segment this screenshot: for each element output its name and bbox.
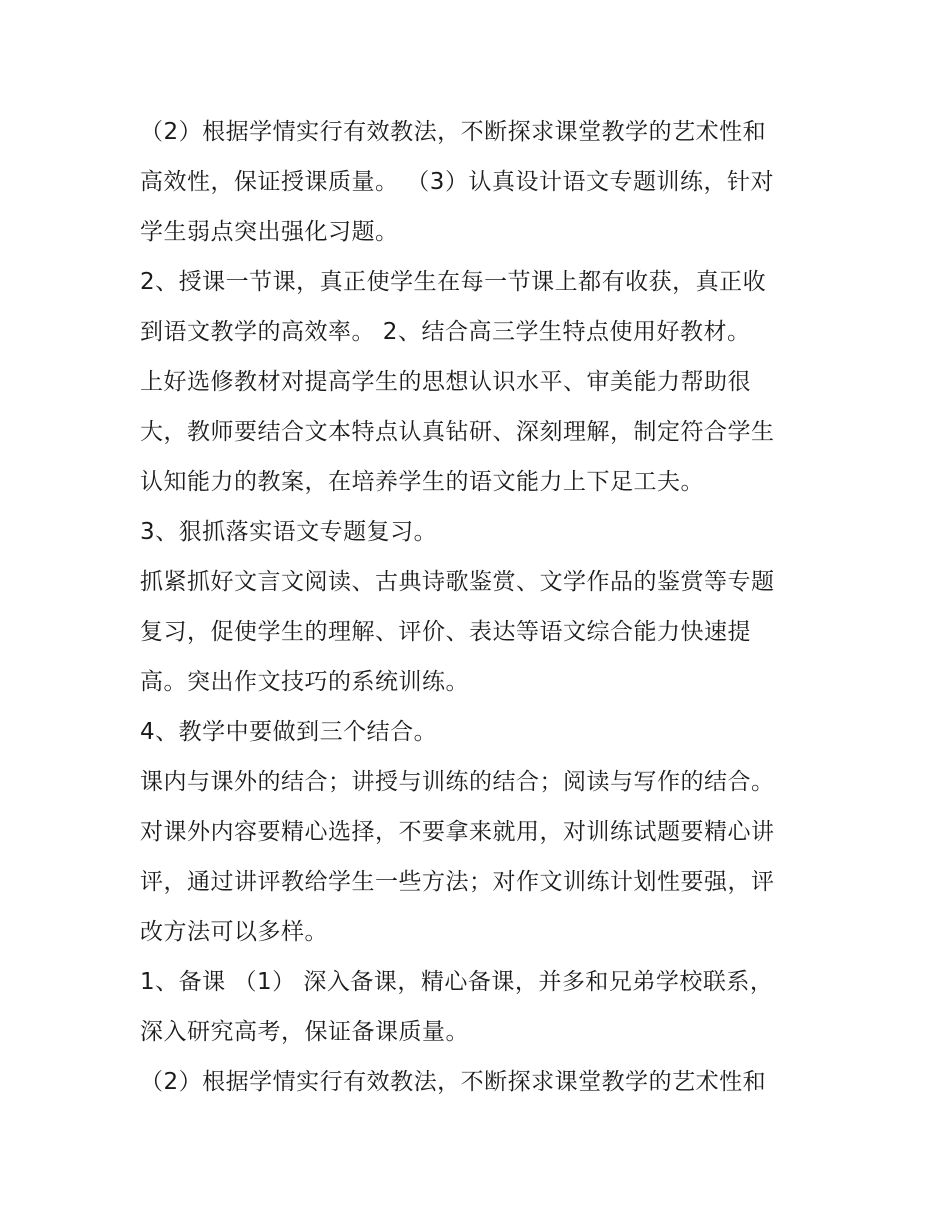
text-line: 到语文教学的高效率。 2、结合高三学生特点使用好教材。 [140, 319, 751, 345]
text-line: 2、授课一节课，真正使学生在每一节课上都有收获，真正收 [140, 269, 767, 295]
text-line: 评，通过讲评教给学生一些方法；对作文训练计划性要强，评 [140, 869, 775, 895]
text-line: 认知能力的教案，在培养学生的语文能力上下足工夫。 [140, 469, 704, 495]
text-line: 上好选修教材对提高学生的思想认识水平、审美能力帮助很 [140, 369, 751, 395]
text-line: 1、备课 （1） 深入备课，精心备课，并多和兄弟学校联系， [140, 969, 774, 995]
text-line: 高效性，保证授课质量。 （3）认真设计语文专题训练，针对 [140, 169, 774, 195]
text-line: 对课外内容要精心选择，不要拿来就用，对训练试题要精心讲 [140, 819, 775, 845]
text-line: 抓紧抓好文言文阅读、古典诗歌鉴赏、文学作品的鉴赏等专题 [140, 569, 775, 595]
text-line: 学生弱点突出强化习题。 [140, 219, 399, 245]
text-line: 高。突出作文技巧的系统训练。 [140, 669, 469, 695]
text-line: 4、教学中要做到三个结合。 [140, 719, 438, 745]
text-line: 改方法可以多样。 [140, 919, 328, 945]
text-line: （2）根据学情实行有效教法，不断探求课堂教学的艺术性和 [140, 119, 767, 145]
text-line: 大，教师要结合文本特点认真钻研、深刻理解，制定符合学生 [140, 419, 775, 445]
text-line: 3、狠抓落实语文专题复习。 [140, 519, 438, 545]
text-line: （2）根据学情实行有效教法，不断探求课堂教学的艺术性和 [140, 1069, 767, 1095]
text-line: 深入研究高考，保证备课质量。 [140, 1019, 469, 1045]
text-line: 课内与课外的结合；讲授与训练的结合；阅读与写作的结合。 [140, 769, 775, 795]
text-line: 复习，促使学生的理解、评价、表达等语文综合能力快速提 [140, 619, 751, 645]
